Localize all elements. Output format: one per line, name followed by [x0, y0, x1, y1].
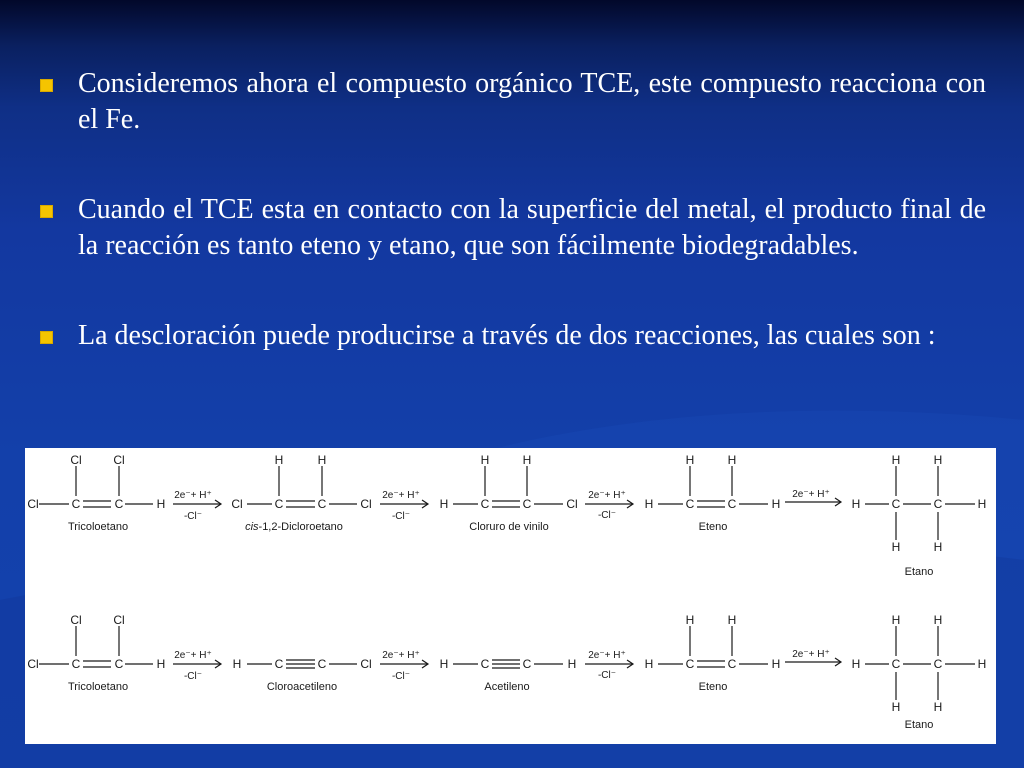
compound-name: Etano: [904, 566, 934, 578]
atom-h: H: [232, 657, 242, 671]
atom-h: H: [522, 453, 532, 467]
atom-c: C: [480, 657, 490, 671]
atom-cl: Cl: [113, 453, 125, 467]
atom-c: C: [274, 657, 284, 671]
reagent-top: 2e⁻+ H⁺: [382, 650, 420, 661]
compound-name: Cloruro de vinilo: [469, 521, 549, 533]
atom-cl: Cl: [113, 613, 125, 627]
reagent-top: 2e⁻+ H⁺: [174, 490, 212, 501]
compound-name: Eteno: [698, 681, 728, 693]
atom-c: C: [933, 497, 943, 511]
atom-c: C: [71, 657, 81, 671]
reagent-bottom: -Cl⁻: [597, 670, 617, 681]
bullet-item-2: [40, 192, 986, 264]
bullet-list: [40, 66, 986, 408]
atom-h: H: [891, 700, 901, 714]
atom-cl: Cl: [360, 497, 372, 511]
atom-h: H: [977, 657, 987, 671]
atom-cl: Cl: [27, 497, 39, 511]
reagent-top: 2e⁻+ H⁺: [382, 490, 420, 501]
compound-name: Tricoloetano: [67, 681, 129, 693]
reagent-bottom: -Cl⁻: [391, 511, 411, 522]
atom-h: H: [644, 497, 654, 511]
cis-rest: -1,2-Dicloroetano: [258, 521, 343, 533]
atom-c: C: [114, 657, 124, 671]
atom-c: C: [891, 497, 901, 511]
atom-h: H: [851, 497, 861, 511]
bullet-text: Cuando el TCE esta en contacto con la superficie del metal, el producto final de la reacción es tanto eteno y etano, que son fácilmente biodegradables.: [78, 194, 986, 261]
atom-h: H: [727, 613, 737, 627]
bullet-item-1: [40, 66, 986, 138]
compound-name: Cloroacetileno: [266, 681, 338, 693]
atom-cl: Cl: [70, 613, 82, 627]
atom-h: H: [685, 453, 695, 467]
compound-name: Etano: [904, 719, 934, 731]
compound-name: Tricoloetano: [67, 521, 129, 533]
atom-cl: Cl: [360, 657, 372, 671]
reagent-bottom: -Cl⁻: [391, 671, 411, 682]
atom-h: H: [933, 453, 943, 467]
reagent-bottom: -Cl⁻: [183, 511, 203, 522]
atom-h: H: [685, 613, 695, 627]
atom-h: H: [771, 497, 781, 511]
atom-h: H: [644, 657, 654, 671]
atom-h: H: [317, 453, 327, 467]
atom-h: H: [274, 453, 284, 467]
atom-h: H: [156, 497, 166, 511]
atom-h: H: [439, 657, 449, 671]
atom-h: H: [933, 613, 943, 627]
reaction-diagram: [25, 448, 996, 744]
atom-c: C: [522, 657, 532, 671]
reagent-bottom: -Cl⁻: [597, 510, 617, 521]
atom-c: C: [685, 657, 695, 671]
atom-h: H: [480, 453, 490, 467]
atom-cl: Cl: [231, 497, 243, 511]
atom-c: C: [114, 497, 124, 511]
reagent-top: 2e⁻+ H⁺: [792, 649, 830, 660]
reagent-top: 2e⁻+ H⁺: [792, 489, 830, 500]
compound-name: Acetileno: [484, 681, 530, 693]
reagent-top: 2e⁻+ H⁺: [174, 650, 212, 661]
atom-h: H: [156, 657, 166, 671]
bullet-square-icon: [40, 331, 53, 344]
atom-h: H: [439, 497, 449, 511]
atom-cl: Cl: [27, 657, 39, 671]
atom-h: H: [933, 700, 943, 714]
atom-c: C: [274, 497, 284, 511]
bullet-item-3: [40, 318, 986, 354]
bullet-text: La descloración puede producirse a través de dos reacciones, las cuales son :: [78, 320, 936, 351]
reagent-top: 2e⁻+ H⁺: [588, 490, 626, 501]
atom-cl: Cl: [566, 497, 578, 511]
atom-h: H: [933, 540, 943, 554]
atom-cl: Cl: [70, 453, 82, 467]
atom-c: C: [317, 497, 327, 511]
atom-h: H: [977, 497, 987, 511]
atom-c: C: [727, 497, 737, 511]
reagent-bottom: -Cl⁻: [183, 671, 203, 682]
compound-name-cis: [245, 521, 343, 533]
atom-c: C: [685, 497, 695, 511]
atom-h: H: [771, 657, 781, 671]
atom-h: H: [567, 657, 577, 671]
atom-h: H: [727, 453, 737, 467]
atom-c: C: [71, 497, 81, 511]
atom-c: C: [727, 657, 737, 671]
bullet-square-icon: [40, 79, 53, 92]
atom-h: H: [851, 657, 861, 671]
atom-c: C: [933, 657, 943, 671]
atom-c: C: [522, 497, 532, 511]
bullet-square-icon: [40, 205, 53, 218]
atom-c: C: [480, 497, 490, 511]
bullet-text: Consideremos ahora el compuesto orgánico TCE, este compuesto reacciona con el Fe.: [78, 68, 986, 135]
compound-name: Eteno: [698, 521, 728, 533]
reaction-pathways-svg: [25, 448, 996, 744]
atom-h: H: [891, 540, 901, 554]
reagent-top: 2e⁻+ H⁺: [588, 650, 626, 661]
atom-h: H: [891, 613, 901, 627]
atom-c: C: [317, 657, 327, 671]
atom-h: H: [891, 453, 901, 467]
cis-prefix: cis: [245, 521, 259, 533]
atom-c: C: [891, 657, 901, 671]
